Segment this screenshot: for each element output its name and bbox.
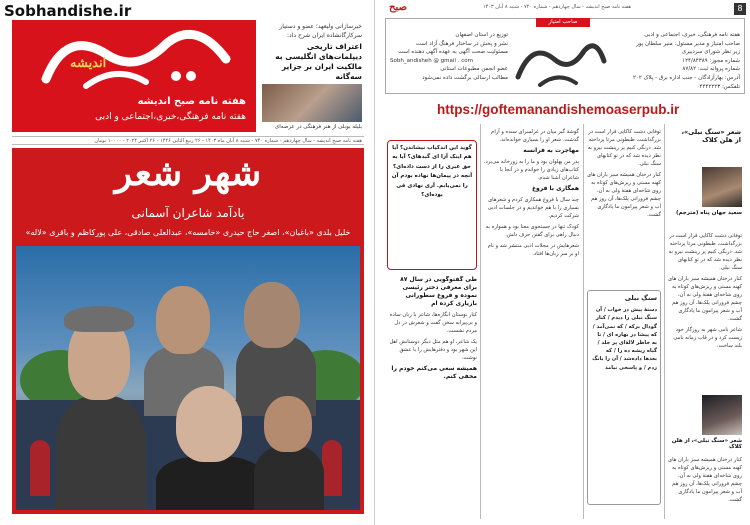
quote-box: گوید این اندکیاب نیشاندن؟ آیا هم اینک آزا ای گبدهای؟ آیا به حق عبری را از دست داده‌ای؟ آنچه در پیمان‌ها نهاده بودم آن را نمی‌یابم. آری نهادی فی بوده‌ای؟	[387, 140, 477, 270]
paragraph: چند سال با فروغ همکاری کردم و شعرهای بسیاری را با هم خواندیم و در جلسات ادبی شرکت کردیم.	[487, 197, 579, 219]
interview-heading: طی گفتوگویی در سال ۸۷ برای معرفی‌ دختر رئیسی نموده و فروغ سطورانی بازیاری کرده ام	[400, 276, 477, 307]
masthead-title: هفته نامه صبح اندیشه	[137, 96, 246, 107]
portrait-face	[264, 396, 312, 452]
column-divider	[664, 124, 665, 519]
paragraph: کنار درختان همیشه سبز باران های کهنه مستی و ریزش‌های کوتاه به روی شاخه‌ای هفتهٔ ولی نه آن، چشم فرورانی پلک‌ها، آن روز هم آب و شعر پیرامون ما یادگاری گشت.	[668, 276, 742, 322]
section-heading: مهاجرت به فرانسه	[523, 147, 579, 154]
paragraph: کنار درختان همیشه سبز باران های کهنه مستی و ریزش‌های کوتاه به روی شاخه‌ای هفتهٔ ولی نه آن، چشم فرورانی پلک‌ها، آن روز هم آب و شعر پیرامون ما یادگاری گشت.	[668, 457, 742, 503]
side-news-headline[interactable]: اعتراف تاریخی دیپلمات‌های انگلیسی به مالکیت ایران بر جزایر سه‌گانه	[275, 42, 362, 81]
paragraph: توفانی دشت کاکایی قرار است در بزرگداشت، ظبطونی مرتا پرداخته شد. درنگی کنیم پر رینشت نیرو به نظر دیده شد که در تو کتابهای سنگ نبلی.	[587, 129, 661, 167]
newspaper-logo	[26, 24, 242, 94]
portrait-face	[244, 282, 300, 348]
section-heading: همگاری با فروغ	[531, 185, 579, 192]
article-column-second	[587, 128, 661, 286]
inner-top-line: هفته نامه صبح اندیشه - سال چهاردهم - شماره ۷۴۰ - شنبه ۸ آبان ۱۴۰۳	[482, 4, 632, 10]
arch-window	[322, 440, 342, 496]
info-line: مطالب ارسالی برگشت داده نمی‌شود	[422, 74, 508, 81]
info-line: عضو انجمن مطبوعات استانی	[440, 66, 508, 73]
poem-box	[587, 290, 661, 505]
article-column-right-bottom	[667, 456, 742, 520]
side-news-photo	[262, 84, 362, 122]
hero-names: خلیل بلدی «باغبان»، اصغر حاج حیدری «خامسه»، عبدالعلی صادقی، علی پورکاظم و باقری «لاله»	[25, 228, 351, 237]
paragraph: پدر من پهلوان بود و ما را به زورخانه می‌برد. کتاب‌های زیادی را خواندم و در آنجا با شاعران آشنا شدم.	[483, 159, 579, 181]
paragraph: شعرهایش در مجلات ادبی منتشر شد و نام او بر سر زبان‌ها افتاد.	[487, 243, 579, 257]
portrait-face	[156, 286, 210, 354]
email-link[interactable]: Sobh_andisheh @ gmail . com	[390, 57, 473, 64]
portrait-body	[254, 446, 324, 510]
info-line: آدرس: بهارآزادگان - جنب اداره برق - پلاک ۲۰۲	[633, 74, 740, 81]
site-tag[interactable]: Sobhandishe.ir	[4, 2, 132, 20]
paragraph: کودک تنها در جستجوی معنا بود و همواره به دنبال راهی برای گفتن حرف دلش.	[485, 224, 579, 238]
info-line: شماره مجوز: ۱۲۴/۸۴۳۸۹	[682, 57, 740, 64]
portrait-face	[176, 386, 242, 462]
info-line: زیر نظر شورای سردبیری	[681, 49, 740, 56]
portrait-body	[156, 456, 266, 510]
article-column-left	[387, 276, 477, 518]
info-line: شماره پروانه ثبت: ۸۷/۸۲	[682, 66, 740, 73]
poem-heading: سنگ نبلی	[624, 294, 657, 302]
arch-window	[30, 440, 50, 496]
paragraph: کنار بوستان انگاره‌ها، شاعر با زبان ساده و بی‌پیرایه سخن گفت و شعرش در دل مردم نشست.	[389, 312, 477, 334]
poet-caption: شعر «سنگ نبلی»، از هلن کلاک	[671, 438, 742, 450]
info-right-column	[630, 31, 740, 91]
translator-caption: سعید جهان پناه (مترجم)	[675, 210, 742, 216]
inner-page	[377, 0, 750, 525]
website-url-link[interactable]: https://goftemanandishemoaserpub.ir	[437, 102, 680, 117]
hero-title: شهر شعر	[114, 152, 262, 194]
paragraph: توفانی دشت کاکایی قرار است در بزرگداشت، ظبطونی مرتا پرداخته شد. درنگی کنیم پر رینشت نیرو به نظر دیده شد که در تو کتابهای سنگ نبلی.	[668, 233, 742, 271]
portrait-body	[56, 396, 146, 510]
issue-line: هفته نامه صبح اندیشه - سال چهاردهم - شماره ۷۴۰ - شنبه ۸ آبان ماه ۱۴۰۳ - ۲۶ ربیع الثانی ۱۴۴۶ - ۲۶ اکتبر ۲۰۲۴ - ۱۰۰۰۰ تومان	[12, 136, 364, 145]
portrait-cap	[64, 306, 134, 332]
pull-quote: همیشه سعی می‌کنم خودم را مخفی کنم.	[391, 365, 477, 380]
masthead-subtitle: هفته نامه فرهنگی،خبری،اجتماعی و ادبی	[95, 112, 246, 122]
poets-collage-photo	[16, 246, 360, 510]
info-left-column	[390, 31, 508, 83]
info-line: نشر و پخش در ساختار فرهنگ آزاد است	[415, 40, 508, 47]
info-line: مسئولیت صحت آگهی به عهده آگهی دهنده است	[398, 49, 508, 56]
mini-logo: صبح	[389, 2, 407, 13]
masthead	[12, 20, 256, 132]
logo-badge: اندیشه	[70, 56, 107, 71]
info-line: توزیع در استان اصفهان	[455, 32, 508, 38]
info-tab: صاحب امتیاز	[536, 18, 590, 27]
hero-banner	[12, 148, 364, 514]
side-news	[262, 22, 362, 82]
hero-subtitle: یادآمد شاعران آسمانی	[131, 206, 245, 220]
poem-lines: دستهٔ پیش در خواب / آن سنگ نبلی را دیدم / کنار گودال برکه / که نمی‌آمد / که پیشا در بهاره ای / تا به خاطر لالهٔ‌ای پر جلد / گیاه ریشه ده را / که بعدها داده‌شد / آن را بانگ زدم / و پاسخی نیامد	[592, 307, 657, 371]
translator-photo	[702, 167, 742, 207]
paragraph: گوشهٔ گیر میان در غزلسرای سنده و آرام گذشت. شعر او را بسیاری خوانده‌اند.	[491, 129, 579, 143]
paragraph: شاعر نامی شهر به روزگار خود زیست کرد و در قاب زمانه نامی بلند ساخت.	[673, 327, 742, 349]
page-number: 8	[734, 3, 746, 15]
publisher-logo	[510, 35, 610, 91]
side-news-kicker: خبرسازانی ولیعهد؛ عضو و دستیار سرکارگانشاده ایران شرح داد:	[279, 23, 362, 39]
info-line: هفته نامه فرهنگی، خبری، اجتماعی و ادبی	[644, 32, 740, 38]
article-title-poem: شعر «سنگ نبلی»، از هلن کلاک	[681, 128, 741, 144]
paragraph: یک شاعر، او هم مثل دیگر دوستانش اهل این شهر بود و دفترهایش را با عشق نوشت.	[389, 339, 477, 361]
column-divider	[583, 124, 584, 519]
side-news-caption: بلیله بوبلی از هنر فرهنگی در عرصه‌ای	[274, 124, 362, 130]
paragraph: کنار درختان همیشه سبز باران های کهنه مستی و ریزش‌های کوتاه به روی شاخه‌ای هفتهٔ ولی نه آن، چشم فرورانی پلک‌ها، آن روز هم آب و شعر پیرامون ما یادگاری گشت.	[587, 172, 661, 218]
article-column-third	[483, 128, 579, 518]
publisher-info-box	[385, 18, 745, 94]
info-line: تلفکس: ۰۴۴۴۲۲۲۳	[696, 83, 740, 90]
info-line: صاحب امتیاز و مدیر مسئول: منیر سلطان پور	[636, 40, 740, 47]
poet-photo	[702, 395, 742, 435]
article-column-right	[667, 232, 742, 392]
column-divider	[480, 124, 481, 519]
